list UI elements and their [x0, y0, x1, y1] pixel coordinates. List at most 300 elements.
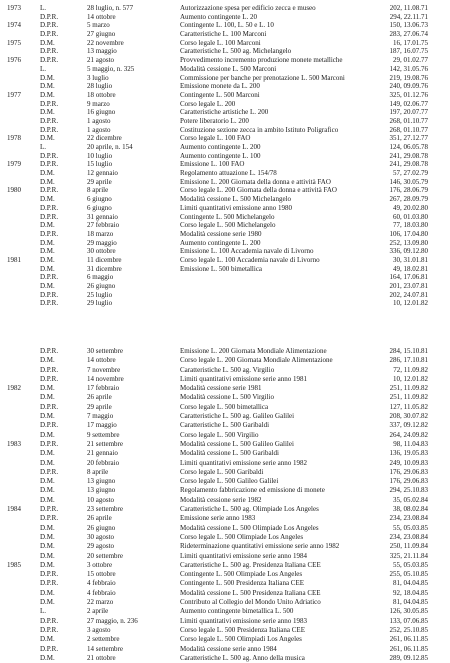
- act-type-cell: D.P.R.: [40, 151, 59, 160]
- gazette-ref-cell: 250, 11.09.84: [389, 542, 428, 551]
- date-cell: 13 giugno: [87, 486, 116, 495]
- act-type-cell: D.M.: [40, 238, 55, 247]
- gazette-ref-cell: 336, 09.12.80: [389, 247, 428, 256]
- table-row: [0, 524, 450, 533]
- act-type-cell: D.M.: [40, 255, 55, 264]
- gazette-ref-cell: 202, 24.07.81: [389, 290, 428, 299]
- table-row: [0, 204, 450, 213]
- year-cell: 1973: [7, 4, 21, 12]
- table-row: [0, 195, 450, 204]
- table-row: [0, 505, 450, 514]
- gazette-ref-cell: 92, 18.04.85: [393, 588, 428, 597]
- description-cell: Emissione monete da L. 200: [180, 82, 260, 91]
- date-cell: 1 agosto: [87, 116, 111, 125]
- date-cell: 27 maggio, n. 236: [87, 616, 138, 625]
- act-type-cell: D.P.R.: [40, 203, 59, 212]
- gazette-ref-cell: 72, 11.09.82: [393, 365, 428, 374]
- description-cell: Contingente L. 500 Presidenza Italiana CEE: [180, 579, 305, 588]
- top-table: [0, 4, 450, 308]
- gazette-ref-cell: 142, 31.05.76: [389, 64, 428, 73]
- act-type-cell: D.P.R.: [40, 56, 59, 65]
- year-cell: 1977: [7, 90, 21, 99]
- description-cell: Corso legale L. 500 Garibaldi: [180, 467, 264, 476]
- gazette-ref-cell: 149, 02.06.77: [389, 99, 428, 108]
- table-row: [0, 486, 450, 495]
- date-cell: 21 ottobre: [87, 653, 116, 662]
- date-cell: 5 marzo: [87, 21, 110, 30]
- gazette-ref-cell: 133, 07.06.85: [389, 616, 428, 625]
- date-cell: 22 novembre: [87, 38, 124, 47]
- table-row: [0, 635, 450, 644]
- act-type-cell: D.M.: [40, 495, 55, 504]
- act-type-cell: D.M.: [40, 598, 55, 607]
- table-row: [0, 134, 450, 143]
- table-row: [0, 100, 450, 109]
- description-cell: Modalità cessione L. 500 Galileo Galilei: [180, 439, 294, 448]
- year-cell: 1979: [7, 160, 21, 169]
- table-row: [0, 552, 450, 561]
- description-cell: Modalità cessione L. 500 Virgilio: [180, 393, 275, 402]
- date-cell: 8 aprile: [87, 186, 109, 195]
- table-row: [0, 160, 450, 169]
- gazette-ref-cell: 197, 20.07.77: [389, 108, 428, 117]
- act-type-cell: D.P.R.: [40, 514, 59, 523]
- gazette-ref-cell: 264, 24.09.82: [389, 430, 428, 439]
- description-cell: Contingente L. 500 Olimpiade Los Angeles: [180, 570, 303, 579]
- act-type-cell: D.P.R.: [40, 30, 59, 39]
- date-cell: 31 gennaio: [87, 212, 118, 221]
- year-cell: 1983: [7, 439, 21, 448]
- description-cell: Limiti quantitativi emissione anno 1980: [180, 203, 292, 212]
- description-cell: Potere liberatorio L. 200: [180, 116, 249, 125]
- gazette-ref-cell: 268, 01.10.77: [389, 125, 428, 134]
- table-row: [0, 598, 450, 607]
- date-cell: 13 maggio: [87, 47, 117, 56]
- year-cell: 1976: [7, 56, 21, 65]
- table-row: [0, 91, 450, 100]
- description-cell: Modalità cessione serie 1982: [180, 495, 262, 504]
- table-row: [0, 375, 450, 384]
- date-cell: 26 giugno: [87, 282, 116, 290]
- gazette-ref-cell: 219, 19.08.76: [389, 73, 428, 82]
- act-type-cell: D.P.R.: [40, 570, 59, 579]
- table-row: [0, 579, 450, 588]
- table-row: [0, 169, 450, 178]
- gazette-ref-cell: 55, 05.03.85: [393, 560, 428, 569]
- act-type-cell: D.P.R.: [40, 160, 59, 169]
- description-cell: Limiti quantitativi emissione serie anno 1981: [180, 374, 307, 383]
- gazette-ref-cell: 251, 11.09.82: [389, 393, 428, 402]
- table-row: [0, 230, 450, 239]
- act-type-cell: D.M.: [40, 523, 55, 532]
- gazette-ref-cell: 201, 23.07.81: [389, 282, 428, 290]
- act-type-cell: D.P.R.: [40, 229, 59, 238]
- act-type-cell: D.P.R.: [40, 125, 59, 134]
- act-type-cell: D.P.R.: [40, 99, 59, 108]
- gazette-ref-cell: 234, 23.08.84: [389, 532, 428, 541]
- bottom-table: [0, 347, 450, 663]
- date-cell: 22 marzo: [87, 598, 114, 607]
- table-row: [0, 152, 450, 161]
- date-cell: 17 maggio: [87, 421, 117, 430]
- date-cell: 31 dicembre: [87, 264, 122, 273]
- act-type-cell: D.P.R.: [40, 365, 59, 374]
- table-row: [0, 403, 450, 412]
- act-type-cell: D.M.: [40, 38, 55, 47]
- date-cell: 29 aprile: [87, 177, 112, 186]
- date-cell: 29 agosto: [87, 542, 115, 551]
- description-cell: Costituzione sezione zecca in ambito Istituto Poligrafico: [180, 125, 339, 134]
- table-row: [0, 4, 450, 13]
- gazette-ref-cell: 284, 15.10.81: [389, 347, 428, 355]
- description-cell: Limiti quantitativi emissione serie anno 1983: [180, 616, 307, 625]
- date-cell: 14 novembre: [87, 374, 124, 383]
- description-cell: Modalità cessione L. 500 Olimpiade Los Angeles: [180, 523, 319, 532]
- date-cell: 14 ottobre: [87, 12, 116, 21]
- act-type-cell: D.P.R.: [40, 299, 59, 308]
- act-type-cell: D.P.R.: [40, 12, 59, 21]
- act-type-cell: D.P.R.: [40, 374, 59, 383]
- gazette-ref-cell: 38, 08.02.84: [393, 505, 428, 514]
- gazette-ref-cell: 294, 22.11.71: [389, 12, 428, 21]
- date-cell: 12 gennaio: [87, 169, 118, 178]
- date-cell: 14 ottobre: [87, 356, 116, 365]
- gazette-ref-cell: 261, 06.11.85: [389, 635, 428, 644]
- description-cell: Provvedimento incremento produzione monete metalliche: [180, 56, 343, 65]
- date-cell: 22 dicembre: [87, 134, 122, 143]
- table-row: [0, 56, 450, 65]
- gazette-ref-cell: 252, 13.09.80: [389, 238, 428, 247]
- gazette-ref-cell: 176, 29.06.83: [389, 477, 428, 486]
- description-cell: Aumento contingente L. 200: [180, 238, 261, 247]
- description-cell: Corso legale L. 500 Virgilio: [180, 430, 259, 439]
- table-row: [0, 126, 450, 135]
- date-cell: 26 giugno: [87, 523, 116, 532]
- table-row: [0, 514, 450, 523]
- description-cell: Caratteristiche L. 500 ag. Olimpiade Los Angeles: [180, 505, 319, 514]
- table-row: [0, 468, 450, 477]
- description-cell: Corso legale L. 100 Accademia navale di Livorno: [180, 255, 320, 264]
- table-row: [0, 366, 450, 375]
- table-row: [0, 607, 450, 616]
- date-cell: 11 dicembre: [87, 255, 122, 264]
- table-row: [0, 186, 450, 195]
- gazette-ref-cell: 176, 29.06.83: [389, 467, 428, 476]
- act-type-cell: D.P.R.: [40, 290, 59, 299]
- table-row: [0, 589, 450, 598]
- description-cell: Emissione L. 500 bimetallica: [180, 264, 263, 273]
- gazette-ref-cell: 325, 01.12.76: [389, 90, 428, 99]
- act-type-cell: D.M.: [40, 384, 55, 393]
- act-type-cell: D.P.R.: [40, 21, 59, 30]
- act-type-cell: D.M.: [40, 134, 55, 143]
- act-type-cell: D.M.: [40, 588, 55, 597]
- date-cell: 30 settembre: [87, 347, 123, 355]
- date-cell: 20 aprile, n. 154: [87, 143, 133, 151]
- description-cell: Caratteristiche L. 500 ag. Presidenza Italiana CEE: [180, 560, 321, 569]
- table-row: [0, 384, 450, 393]
- description-cell: Caratteristiche L. 500 ag. Galileo Galilei: [180, 412, 295, 421]
- year-cell: 1980: [7, 186, 21, 195]
- description-cell: Caratteristiche L. 100 Marconi: [180, 30, 267, 39]
- table-row: [0, 626, 450, 635]
- gazette-ref-cell: 60, 01.03.80: [393, 212, 428, 221]
- gazette-ref-cell: 294, 25.10.83: [389, 486, 428, 495]
- description-cell: Rideterminazione quantitativi emissione serie anno 1982: [180, 542, 340, 551]
- description-cell: Corso legale L. 200 Giornata della donna e attività FAO: [180, 186, 337, 195]
- gazette-ref-cell: 49, 20.02.80: [393, 203, 428, 212]
- date-cell: 29 aprile: [87, 402, 112, 411]
- table-row: [0, 265, 450, 274]
- description-cell: Modalità cessione L. 500 Garibaldi: [180, 449, 279, 458]
- date-cell: 27 giugno: [87, 30, 116, 39]
- act-type-cell: D.P.R.: [40, 439, 59, 448]
- table-row: [0, 291, 450, 300]
- gazette-ref-cell: 176, 28.06.79: [389, 186, 428, 195]
- date-cell: 20 settembre: [87, 551, 123, 560]
- gazette-ref-cell: 150, 13.06.73: [389, 21, 428, 30]
- gazette-ref-cell: 57, 27.02.79: [393, 169, 428, 178]
- date-cell: 26 aprile: [87, 393, 112, 402]
- date-cell: 6 maggio: [87, 273, 114, 282]
- act-type-cell: D.M.: [40, 356, 55, 365]
- description-cell: Corso legale L. 200: [180, 99, 236, 108]
- description-cell: Contingente L. 500 Michelangelo: [180, 212, 275, 221]
- act-type-cell: D.P.R.: [40, 186, 59, 195]
- act-type-cell: D.M.: [40, 195, 55, 204]
- gazette-ref-cell: 81, 04.04.85: [393, 598, 428, 607]
- act-type-cell: D.M.: [40, 635, 55, 644]
- gazette-ref-cell: 234, 23.08.84: [389, 514, 428, 523]
- date-cell: 25 luglio: [87, 290, 113, 299]
- gazette-ref-cell: 268, 01.10.77: [389, 116, 428, 125]
- act-type-cell: D.P.R.: [40, 402, 59, 411]
- act-type-cell: D.P.R.: [40, 47, 59, 56]
- gazette-ref-cell: 16, 17.01.75: [393, 38, 428, 47]
- description-cell: Modalità cessione serie 1980: [180, 229, 262, 238]
- act-type-cell: D.P.R.: [40, 467, 59, 476]
- description-cell: Regolamento fabbricazione ed emissione di monete: [180, 486, 325, 495]
- description-cell: Caratteristiche L. 500 Garibaldi: [180, 421, 270, 430]
- date-cell: 4 febbraio: [87, 579, 116, 588]
- description-cell: Modalità cessione L. 500 Michelangelo: [180, 195, 291, 204]
- table-row: [0, 561, 450, 570]
- gazette-ref-cell: 98, 11.04.83: [393, 439, 428, 448]
- year-cell: 1974: [7, 21, 21, 30]
- description-cell: Commissione per banche per prenotazione L. 500 Marconi: [180, 73, 345, 82]
- gazette-ref-cell: 241, 29.08.78: [389, 151, 428, 160]
- gazette-ref-cell: 283, 27.06.74: [389, 30, 428, 39]
- table-row: [0, 117, 450, 126]
- description-cell: Caratteristiche artistiche L. 200: [180, 108, 269, 117]
- description-cell: Contingente L. 100, L. 50 e L. 10: [180, 21, 274, 30]
- table-row: [0, 412, 450, 421]
- act-type-cell: D.M.: [40, 221, 55, 230]
- act-type-cell: D.P.R.: [40, 625, 59, 634]
- table-row: [0, 21, 450, 30]
- act-type-cell: D.P.R.: [40, 505, 59, 514]
- date-cell: 21 settembre: [87, 439, 123, 448]
- gazette-ref-cell: 136, 19.05.83: [389, 449, 428, 458]
- date-cell: 30 ottobre: [87, 247, 116, 256]
- date-cell: 26 aprile: [87, 514, 112, 523]
- table-row: [0, 440, 450, 449]
- act-type-cell: D.M.: [40, 73, 55, 82]
- date-cell: 3 agosto: [87, 625, 111, 634]
- gazette-ref-cell: 77, 18.03.80: [393, 221, 428, 230]
- table-row: [0, 645, 450, 654]
- date-cell: 2 settembre: [87, 635, 120, 644]
- act-type-cell: D.M.: [40, 177, 55, 186]
- act-type-cell: L.: [40, 607, 47, 616]
- date-cell: 28 luglio, n. 577: [87, 4, 134, 12]
- gazette-ref-cell: 325, 21.11.84: [389, 551, 428, 560]
- year-cell: 1978: [7, 134, 21, 143]
- gazette-ref-cell: 10, 12.01.82: [393, 374, 428, 383]
- date-cell: 18 marzo: [87, 229, 114, 238]
- date-cell: 10 agosto: [87, 495, 115, 504]
- act-type-cell: D.P.R.: [40, 273, 59, 282]
- gazette-ref-cell: 55, 05.03.85: [393, 523, 428, 532]
- table-row: [0, 47, 450, 56]
- table-row: [0, 393, 450, 402]
- date-cell: 18 ottobre: [87, 90, 116, 99]
- gazette-ref-cell: 126, 30.05.85: [389, 607, 428, 616]
- table-row: [0, 421, 450, 430]
- description-cell: Emissione L. 100 Accademia navale di Livorno: [180, 247, 314, 256]
- description-cell: Aumento contingente L. 200: [180, 143, 261, 151]
- act-type-cell: L.: [40, 143, 47, 151]
- date-cell: 14 settembre: [87, 644, 123, 653]
- date-cell: 17 febbraio: [87, 384, 120, 393]
- gazette-ref-cell: 240, 09.09.76: [389, 82, 428, 91]
- table-row: [0, 247, 450, 256]
- description-cell: Contingente L. 500 Marconi: [180, 90, 260, 99]
- act-type-cell: D.M.: [40, 430, 55, 439]
- act-type-cell: D.M.: [40, 551, 55, 560]
- date-cell: 29 maggio: [87, 238, 117, 247]
- date-cell: 15 ottobre: [87, 570, 116, 579]
- table-row: [0, 496, 450, 505]
- description-cell: Limiti quantitativi emissione serie anno 1984: [180, 551, 307, 560]
- gazette-ref-cell: 49, 18.02.81: [393, 264, 428, 273]
- gazette-ref-cell: 35, 05.02.84: [393, 495, 428, 504]
- gazette-ref-cell: 164, 17.06.81: [389, 273, 428, 282]
- date-cell: 2 aprile: [87, 607, 109, 616]
- date-cell: 1 agosto: [87, 125, 111, 134]
- act-type-cell: D.P.R.: [40, 116, 59, 125]
- table-row: [0, 356, 450, 365]
- date-cell: 7 maggio: [87, 412, 114, 421]
- description-cell: Corso legale L. 500 Michelangelo: [180, 221, 276, 230]
- gazette-ref-cell: 255, 05.10.85: [389, 570, 428, 579]
- act-type-cell: D.M.: [40, 653, 55, 662]
- description-cell: Limiti quantitativi emissione serie anno 1982: [180, 458, 307, 467]
- description-cell: Emissione L. 100 FAO: [180, 160, 245, 169]
- date-cell: 8 aprile: [87, 467, 109, 476]
- table-row: [0, 299, 450, 308]
- description-cell: Aumento contingente L. 100: [180, 151, 261, 160]
- description-cell: Aumento contingente L. 20: [180, 12, 257, 21]
- description-cell: Autorizzazione spesa per edificio zecca e museo: [180, 4, 316, 12]
- gazette-ref-cell: 124, 06.05.78: [389, 143, 428, 151]
- date-cell: 4 febbraio: [87, 588, 116, 597]
- act-type-cell: D.P.R.: [40, 421, 59, 430]
- description-cell: Modalità cessione L. 500 Presidenza Italiana CEE: [180, 588, 321, 597]
- table-row: [0, 239, 450, 248]
- act-type-cell: D.M.: [40, 264, 55, 273]
- act-type-cell: D.P.R.: [40, 579, 59, 588]
- description-cell: Modalità cessione serie 1981: [180, 384, 262, 393]
- table-row: [0, 39, 450, 48]
- table-row: [0, 477, 450, 486]
- table-row: [0, 108, 450, 117]
- date-cell: 10 luglio: [87, 151, 113, 160]
- act-type-cell: D.M.: [40, 560, 55, 569]
- table-row: [0, 256, 450, 265]
- date-cell: 21 gennaio: [87, 449, 118, 458]
- table-row: [0, 431, 450, 440]
- act-type-cell: D.M.: [40, 108, 55, 117]
- act-type-cell: D.P.R.: [40, 616, 59, 625]
- act-type-cell: D.M.: [40, 412, 55, 421]
- date-cell: 5 maggio, n. 325: [87, 64, 135, 73]
- date-cell: 7 novembre: [87, 365, 121, 374]
- description-cell: Corso legale L. 200 Giornata Mondiale Alimentazione: [180, 356, 333, 365]
- gazette-ref-cell: 208, 30.07.82: [389, 412, 428, 421]
- table-row: [0, 74, 450, 83]
- act-type-cell: D.P.R.: [40, 347, 59, 355]
- date-cell: 30 agosto: [87, 532, 115, 541]
- date-cell: 28 luglio: [87, 82, 113, 91]
- description-cell: Regolamento attuazione L. 154/78: [180, 169, 277, 178]
- table-row: [0, 459, 450, 468]
- year-cell: 1975: [7, 38, 21, 47]
- description-cell: Emissione L. 200 Giornata Mondiale Alimentazione: [180, 347, 327, 355]
- gazette-ref-cell: 261, 06.11.85: [389, 644, 428, 653]
- gazette-ref-cell: 106, 17.04.80: [389, 229, 428, 238]
- act-type-cell: D.M.: [40, 458, 55, 467]
- table-row: [0, 449, 450, 458]
- table-row: [0, 654, 450, 663]
- act-type-cell: D.M.: [40, 532, 55, 541]
- table-row: [0, 570, 450, 579]
- date-cell: 29 luglio: [87, 299, 113, 308]
- gazette-ref-cell: 286, 17.10.81: [389, 356, 428, 365]
- gazette-ref-cell: 127, 11.05.82: [389, 402, 428, 411]
- description-cell: Corso legale L. 500 bimetallica: [180, 402, 269, 411]
- act-type-cell: L.: [40, 64, 47, 73]
- act-type-cell: D.M.: [40, 247, 55, 256]
- date-cell: 23 settembre: [87, 505, 123, 514]
- date-cell: 6 giugno: [87, 203, 112, 212]
- description-cell: Corso legale L. 500 Galileo Galilei: [180, 477, 279, 486]
- gazette-ref-cell: 337, 09.12.82: [389, 421, 428, 430]
- description-cell: Aumento contingente bimetallica L. 500: [180, 607, 294, 616]
- gazette-ref-cell: 81, 04.04.85: [393, 579, 428, 588]
- description-cell: Corso legale L. 100 FAO: [180, 134, 251, 143]
- act-type-cell: D.M.: [40, 82, 55, 91]
- description-cell: Contributo al Collegio del Mondo Unito Adriatico: [180, 598, 321, 607]
- description-cell: Emissione serie anno 1983: [180, 514, 256, 523]
- date-cell: 3 luglio: [87, 73, 109, 82]
- description-cell: Corso legale L. 500 Presidenza Italiana CEE: [180, 625, 305, 634]
- table-row: [0, 533, 450, 542]
- description-cell: Emissione L. 200 Giornata della donna e attività FAO: [180, 177, 331, 186]
- table-row: [0, 617, 450, 626]
- gazette-ref-cell: 146, 30.05.79: [389, 177, 428, 186]
- description-cell: Modalità cessione serie anno 1984: [180, 644, 277, 653]
